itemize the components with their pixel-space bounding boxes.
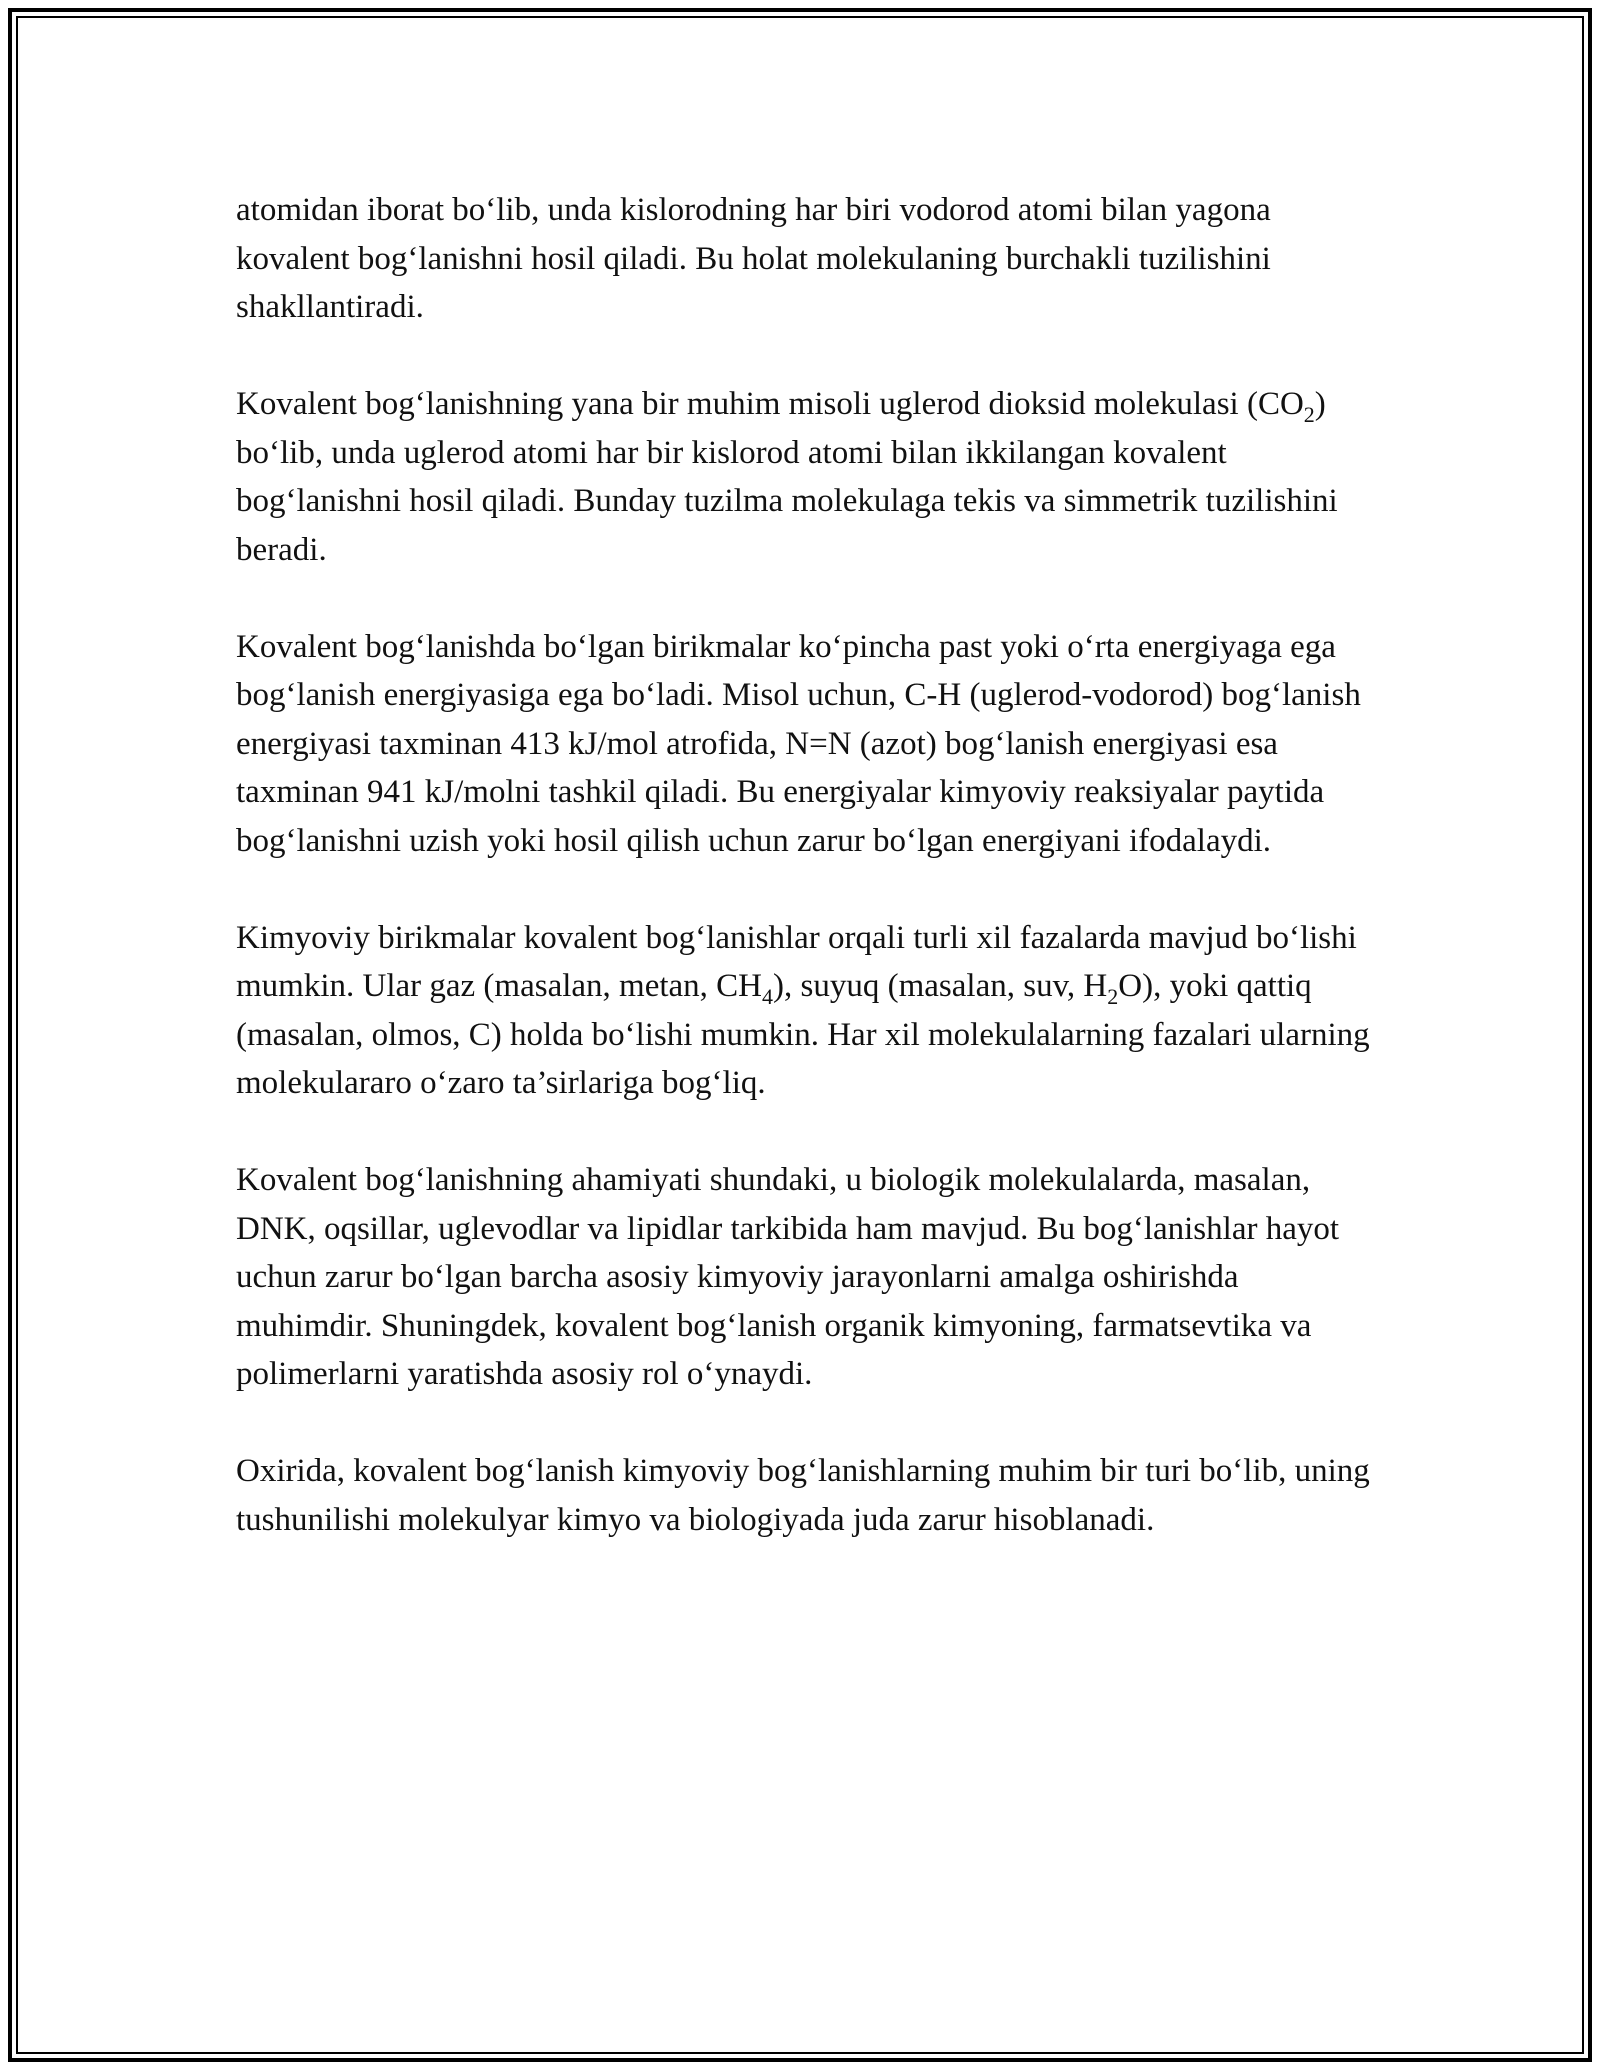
paragraph-5 xyxy=(236,1156,1376,1399)
paragraph-text: Kimyoviy birikmalar kovalent bog‘lanishlar orqali turli xil fazalarda mavjud bo‘lishi mumkin. Ular gaz (masalan, metan, CH xyxy=(236,919,1357,1004)
paragraph-4 xyxy=(236,914,1376,1108)
paragraph-text: Kovalent bog‘lanishda bo‘lgan birikmalar ko‘pincha past yoki o‘rta energiyaga ega bog‘lanish energiyasiga ega bo‘ladi. Misol uchun, C-H (uglerod-vodorod) bog‘lanish energiyasi taxminan 413 kJ/mol atrofida, N=N (azot) bog‘lanish energiyasi esa taxminan 941 kJ/molni tashkil qiladi. Bu energiyalar kimyoviy reaksiyalar paytida bog‘lanishni uzish yoki hosil qilish uchun zarur bo‘lgan energiyani ifodalaydi. xyxy=(236,628,1361,859)
paragraph-1 xyxy=(236,186,1376,332)
subscript: 2 xyxy=(1303,402,1315,427)
paragraph-text: Kovalent bog‘lanishning yana bir muhim misoli uglerod dioksid molekulasi (CO xyxy=(236,386,1304,422)
paragraph-text: O), yoki qattiq (masalan, olmos, C) holda bo‘lishi mumkin. Har xil molekulalarning fazalari ularning molekulararo o‘zaro ta’sirlariga bog‘liq. xyxy=(236,968,1370,1101)
paragraph-6 xyxy=(236,1447,1376,1544)
paragraph-text: Kovalent bog‘lanishning ahamiyati shundaki, u biologik molekulalarda, masalan, DNK, oqsillar, uglevodlar va lipidlar tarkibida ham mavjud. Bu bog‘lanishlar hayot uchun zarur bo‘lgan barcha asosiy kimyoviy jarayonlarni amalga oshirishda muhimdir. Shuningdek, kovalent bog‘lanish organik kimyoning, farmatsevtika va polimerlarni yaratishda asosiy rol o‘ynaydi. xyxy=(236,1162,1340,1392)
paragraph-text: Oxirida, kovalent bog‘lanish kimyoviy bog‘lanishlarning muhim bir turi bo‘lib, uning tushunilishi molekulyar kimyo va biologiyada juda zarur hisoblanadi. xyxy=(236,1453,1370,1538)
subscript: 2 xyxy=(1107,984,1119,1009)
subscript: 4 xyxy=(762,984,774,1009)
paragraph-text: ), suyuq (masalan, suv, H xyxy=(773,968,1108,1004)
paragraph-text: atomidan iborat bo‘lib, unda kislorodning har biri vodorod atomi bilan yagona kovalent bog‘lanishni hosil qiladi. Bu holat molekulaning burchakli tuzilishini shakllantiradi. xyxy=(236,192,1271,325)
paragraph-3 xyxy=(236,623,1376,866)
document-body xyxy=(236,186,1376,1593)
paragraph-2 xyxy=(236,380,1376,574)
paragraph-text: ) bo‘lib, unda uglerod atomi har bir kislorod atomi bilan ikkilangan kovalent bog‘lanishni hosil qiladi. Bunday tuzilma molekulaga tekis va simmetrik tuzilishini beradi. xyxy=(236,386,1338,568)
